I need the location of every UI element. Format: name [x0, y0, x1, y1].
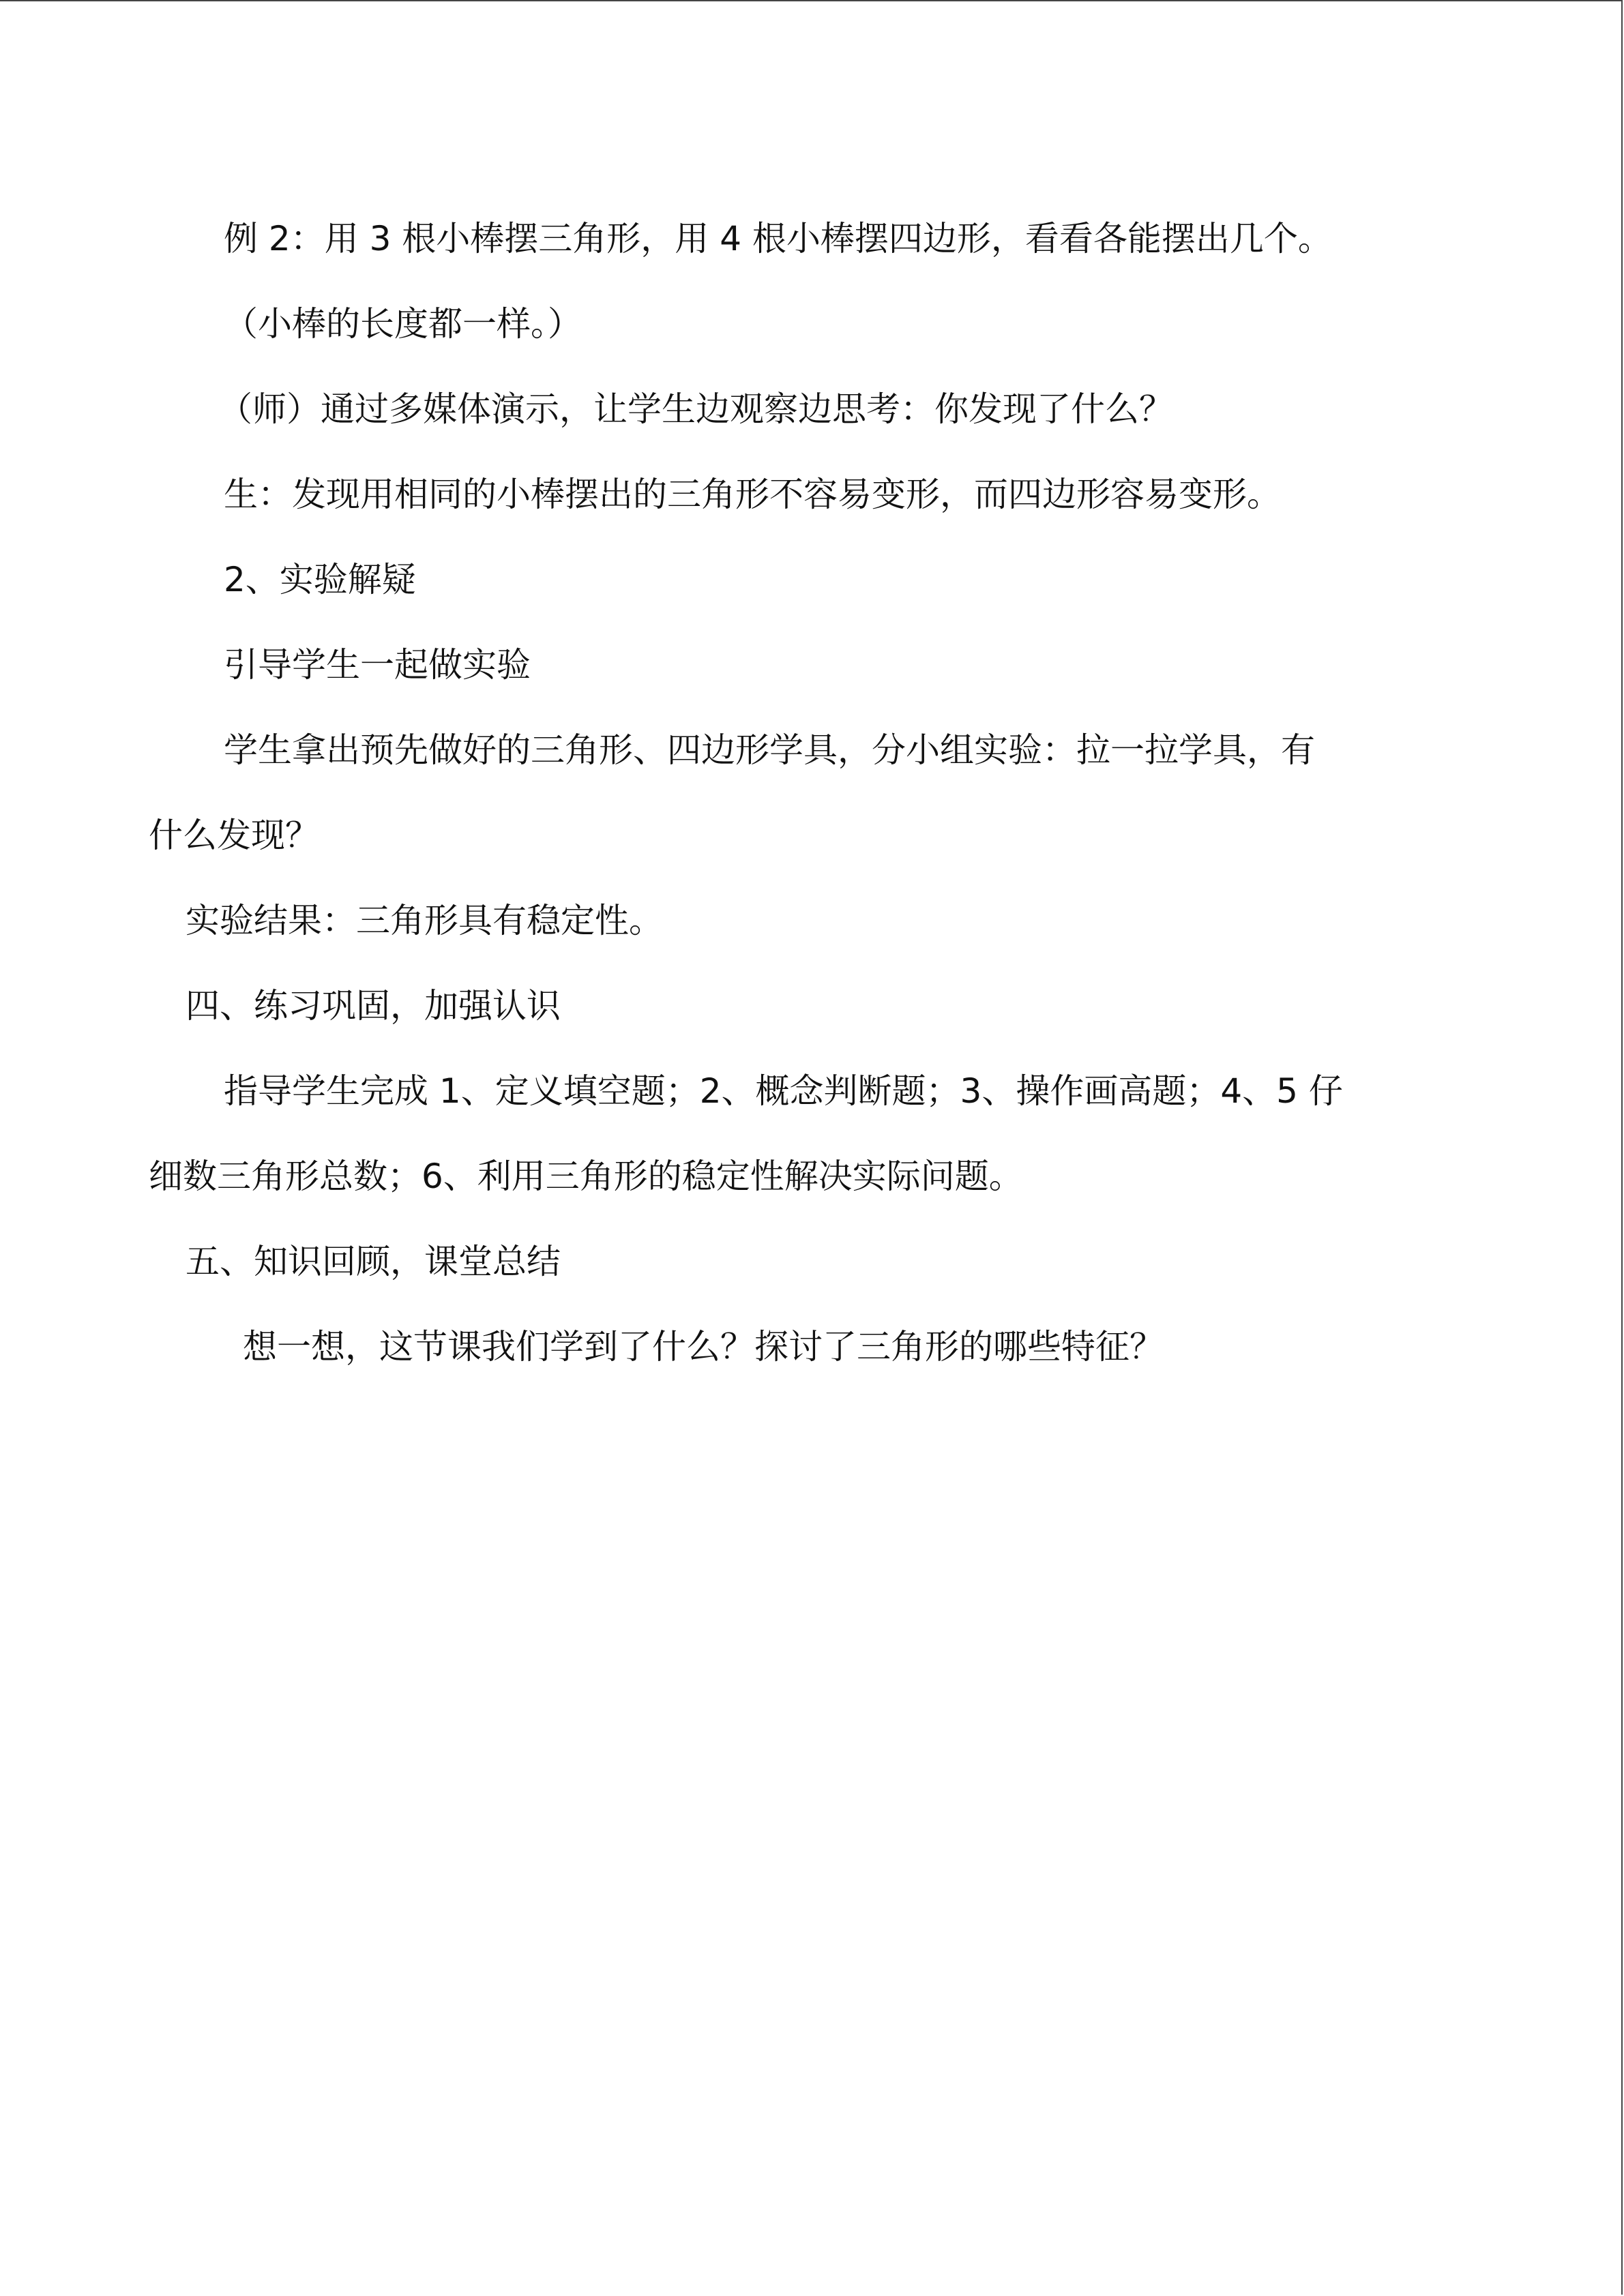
- paragraph-exercises-cont: 细数三角形总数；6、利用三角形的稳定性解决实际问题。: [149, 1157, 1023, 1196]
- paragraph-example-2: 例 2：用 3 根小棒摆三角形，用 4 根小棒摆四边形，看看各能摆出几个。: [224, 219, 1332, 258]
- paragraph-exercises: 指导学生完成 1、定义填空题；2、概念判断题；3、操作画高题；4、5 仔: [224, 1071, 1343, 1111]
- paragraph-student-tools-cont: 什么发现？: [149, 816, 319, 855]
- paragraph-experiment-result: 实验结果：三角形具有稳定性。: [186, 901, 663, 940]
- paragraph-student-tools: 学生拿出预先做好的三角形、四边形学具，分小组实验：拉一拉学具，有: [224, 730, 1315, 770]
- paragraph-teacher-demo: （师）通过多媒体演示，让学生边观察边思考：你发现了什么？: [218, 389, 1173, 429]
- paragraph-summary-question: 想一想，这节课我们学到了什么？探讨了三角形的哪些特征？: [243, 1327, 1164, 1367]
- paragraph-guide-experiment: 引导学生一起做实验: [224, 645, 531, 685]
- paragraph-note-stick-length: （小棒的长度都一样。）: [224, 304, 582, 344]
- heading-experiment: 2、实验解疑: [224, 560, 416, 599]
- heading-section-5: 五、知识回顾，课堂总结: [186, 1242, 561, 1281]
- heading-section-4: 四、练习巩固，加强认识: [186, 986, 561, 1026]
- paragraph-student-finding: 生：发现用相同的小棒摆出的三角形不容易变形，而四边形容易变形。: [224, 475, 1281, 514]
